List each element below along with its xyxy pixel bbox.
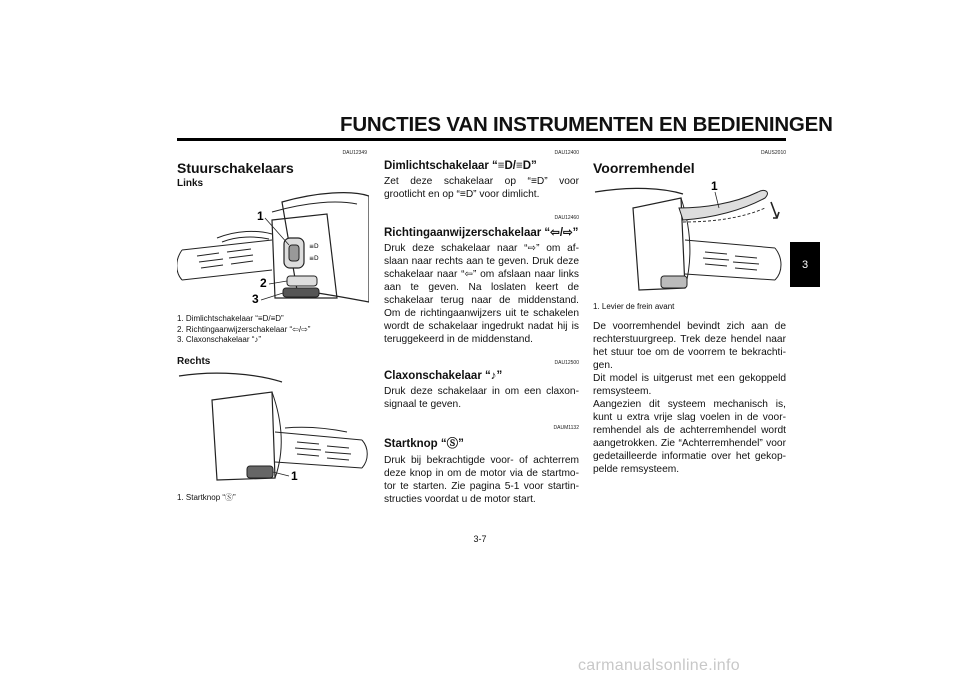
header-rule xyxy=(177,138,786,141)
section-body: Druk deze schakelaar in om een claxon-signaal te geven. xyxy=(384,386,579,410)
caption-item: 3. Claxonschakelaar “♪” xyxy=(177,335,262,344)
section-body: Druk deze schakelaar naar “⇨” om af-slaan naar rechts aan te geven. Druk deze schakelaar naar “⇦” om afslaan naar links aan te geven. Na loslaten keert de schakelaar terug naar de middenstand. Om de richtingaanwijzers uit te schakelen wordt de schakelaar ingedrukt nadat hij is teruggekeerd in de middenstand. xyxy=(384,243,579,345)
section-title: Voorremhendel xyxy=(593,160,695,176)
section-code: DAU12349 xyxy=(342,150,367,156)
right-column xyxy=(593,150,786,178)
subsection-links-label: Links xyxy=(177,178,204,189)
callout-1: 1 xyxy=(291,469,298,483)
page-number: 3-7 xyxy=(473,534,487,544)
caption-item: 1. Levier de frein avant xyxy=(593,302,675,311)
svg-text:≡D: ≡D xyxy=(309,243,319,250)
section-title: Claxonschakelaar “♪” xyxy=(384,370,503,382)
watermark: carmanualsonline.info xyxy=(578,657,740,674)
caption-item: 2. Richtingaanwijzerschakelaar “⇦/⇨” xyxy=(177,324,311,334)
caption-item: 1. Dimlichtschakelaar “≡D/≡D” xyxy=(177,314,284,323)
section-code: DAU12400 xyxy=(554,150,579,156)
section-title: Startknop “Ⓢ” xyxy=(384,438,464,450)
section-title: Stuurschakelaars xyxy=(177,160,294,176)
section-code: DAU12500 xyxy=(554,360,579,366)
chapter-tab: 3 xyxy=(790,242,820,287)
section-title: Richtingaanwijzerschakelaar “⇦/⇨” xyxy=(384,227,579,239)
caption-item: 1. Startknop “Ⓢ” xyxy=(177,493,236,502)
left-column xyxy=(177,150,367,191)
section-code: DAUM1132 xyxy=(553,425,579,431)
middle-column xyxy=(384,150,579,506)
left-switch-illustration xyxy=(177,190,369,310)
section-body: De voorremhendel bevindt zich aan de rechterstuurgreep. Trek deze hendel naar het stuur toe om de voorrem te bekrachti-gen. Dit model is uitgerust met een gekoppeld remsysteem. Aangezien dit systeem mechanisch is, kunt u extra vrije slag voelen in de voor-remhendel als de achterremhendel wordt aangetrokken. Zie “Achterremhendel” voor gedetailleerde informatie over het gekop-pelde remsysteem. xyxy=(593,321,786,475)
section-code: DAUS2010 xyxy=(760,150,786,156)
callout-1: 1 xyxy=(711,179,718,193)
section-body: Druk bij bekrachtigde voor- of achterrem deze knop in om de motor via de startmo-tor te starten. Zie pagina 5-1 voor startin-structies voordat u de motor start. xyxy=(384,455,579,505)
section-body: Zet deze schakelaar op “≡D” voor grootlicht en op “≡D” voor dimlicht. xyxy=(384,176,579,200)
callout-2: 2 xyxy=(260,276,267,290)
svg-text:≡D: ≡D xyxy=(309,255,319,262)
subsection-rechts-label: Rechts xyxy=(177,356,211,367)
page-header-title: FUNCTIES VAN INSTRUMENTEN EN BEDIENINGEN xyxy=(340,113,833,136)
left-caption-list xyxy=(177,314,367,346)
callout-1: 1 xyxy=(257,209,264,223)
right-switch-illustration xyxy=(177,370,369,488)
front-brake-lever-illustration xyxy=(593,178,786,296)
section-code: DAU12460 xyxy=(554,215,579,221)
section-title: Dimlichtschakelaar “≡D/≡D” xyxy=(384,160,537,172)
callout-3: 3 xyxy=(252,292,259,306)
